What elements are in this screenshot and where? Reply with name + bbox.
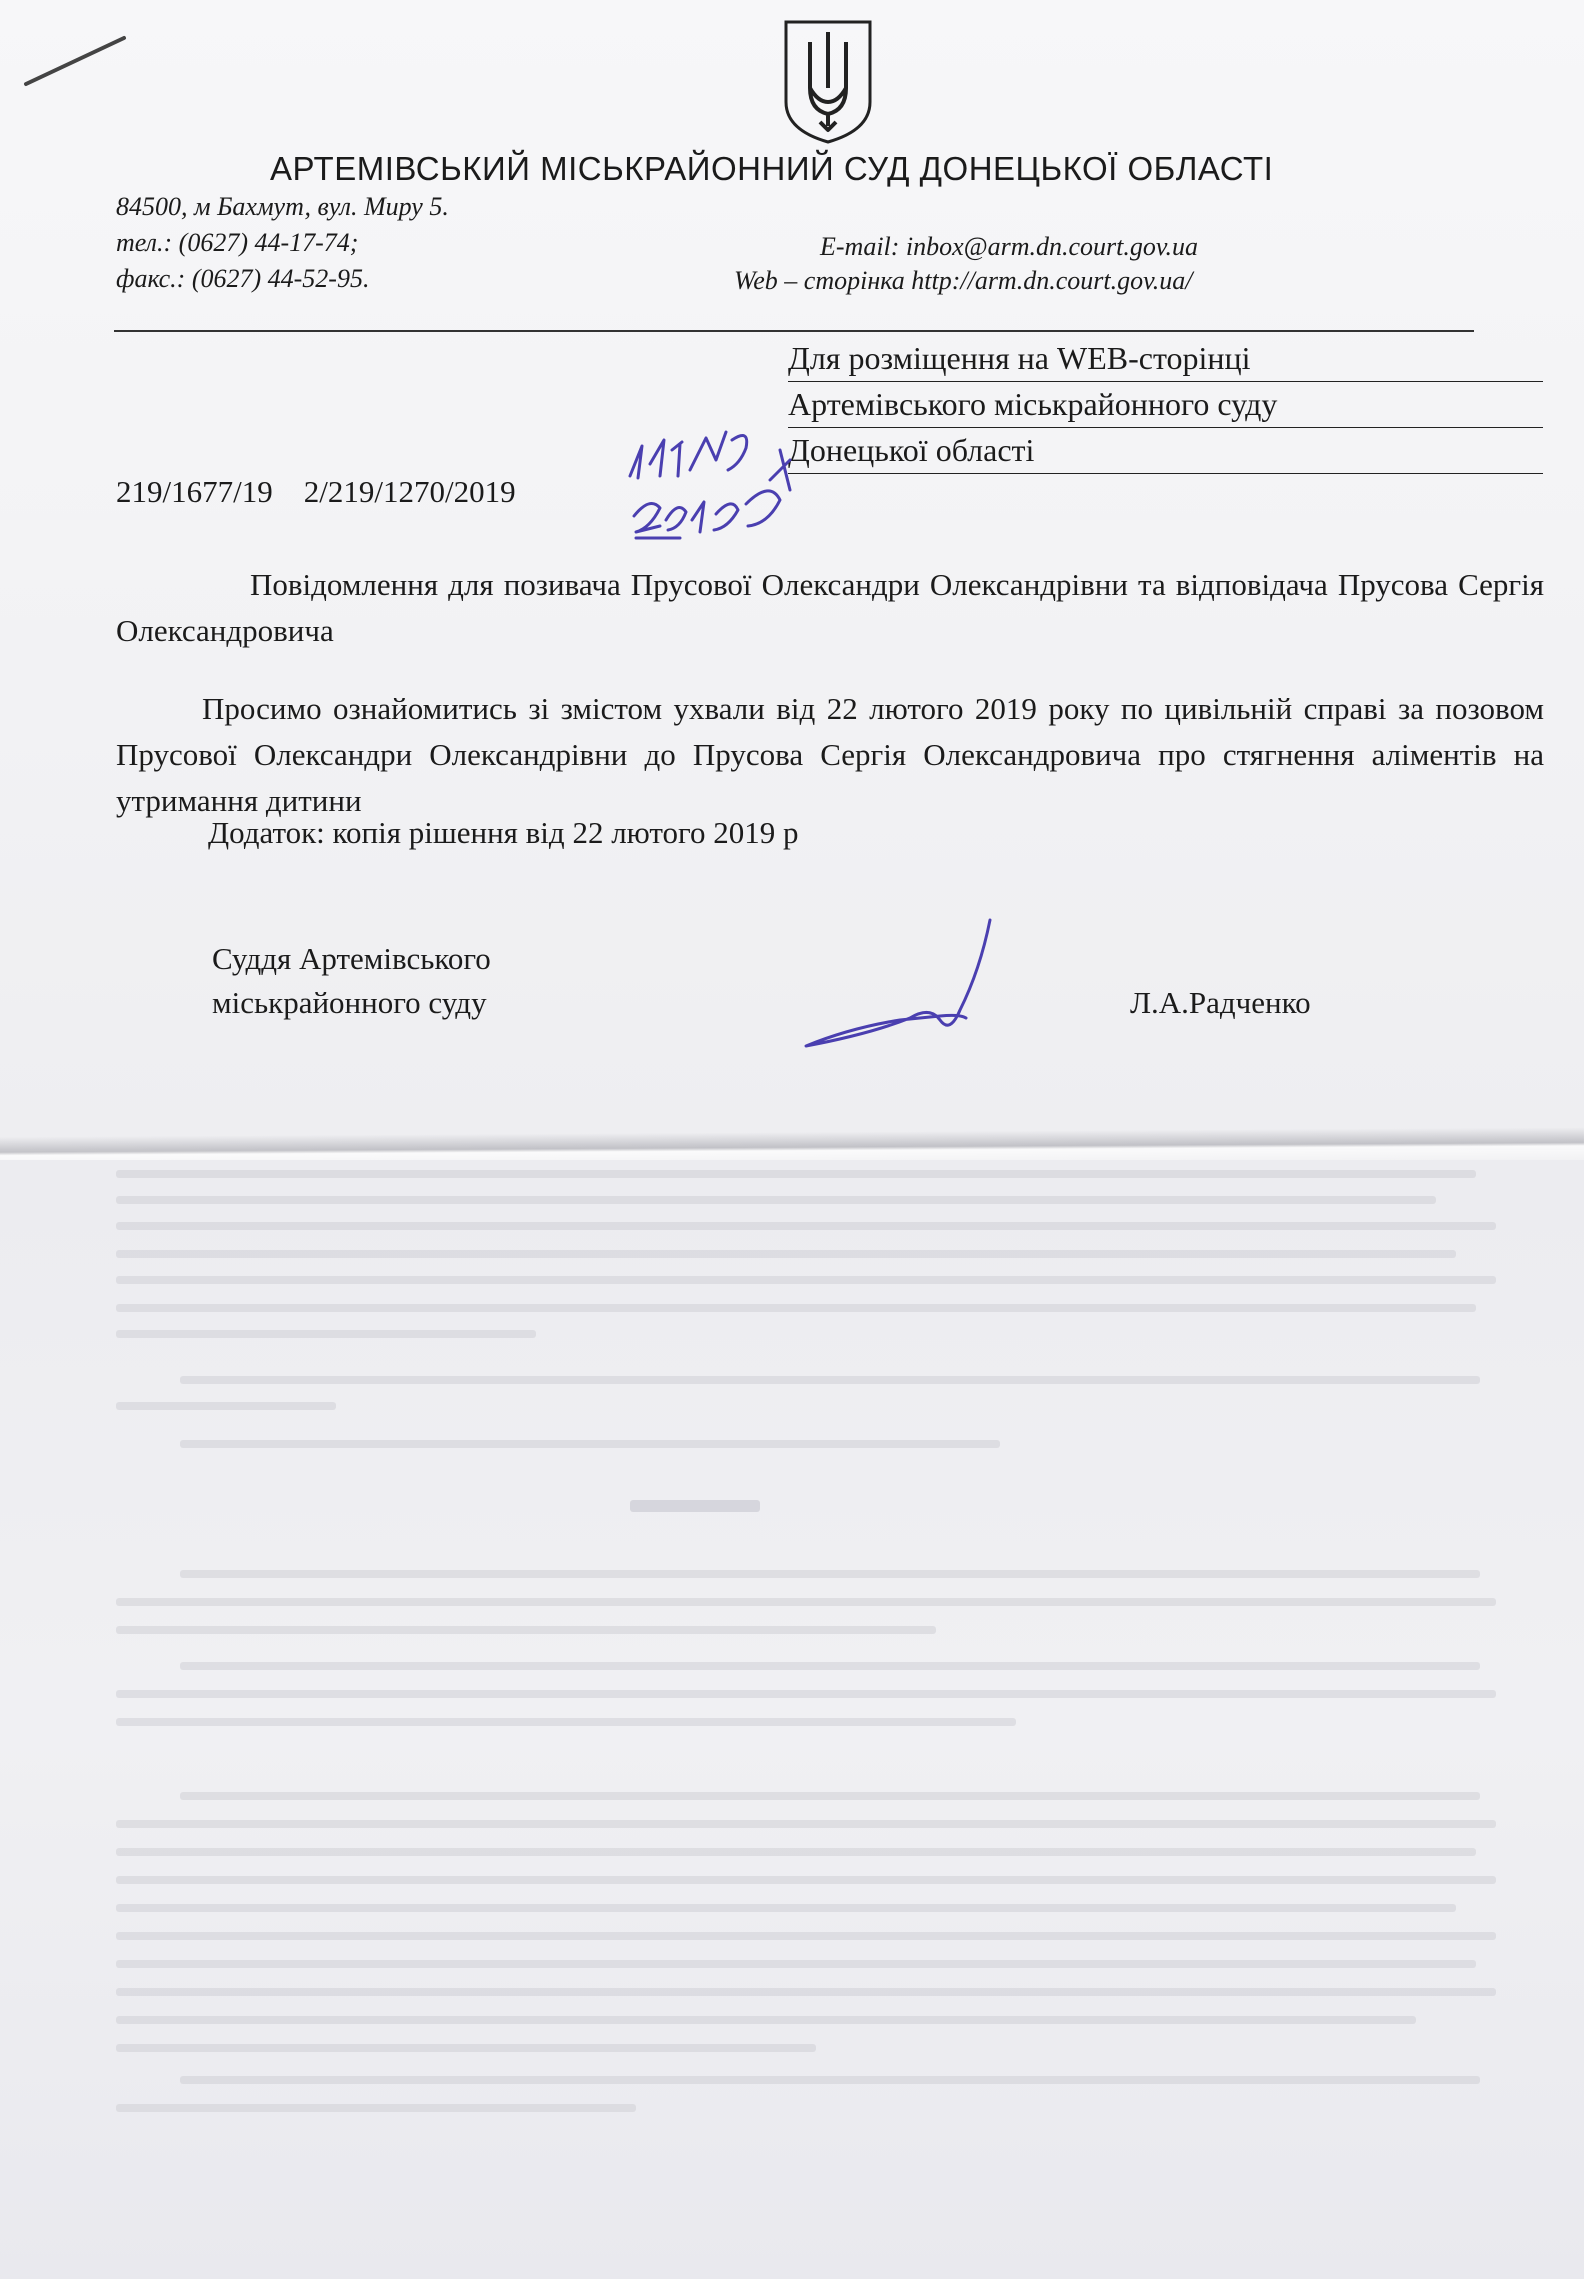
faded-text-line bbox=[116, 1276, 1496, 1284]
notice-paragraph: Просимо ознайомитись зі змістом ухвали від 22 лютого 2019 року по цивільній справі за позовом Прусової Олександри Олександрівни до Прусова Сергія Олександровича про стягнення аліментів на утримання дитини bbox=[116, 691, 1544, 818]
faded-text-line bbox=[116, 1626, 936, 1634]
recipient-line-2: Артемівського міськрайонного суду bbox=[788, 386, 1543, 428]
faded-text-line bbox=[180, 1792, 1480, 1800]
court-fax: факс.: (0627) 44-52-95. bbox=[116, 264, 370, 293]
faded-title bbox=[630, 1500, 760, 1512]
faded-text-line bbox=[180, 2076, 1480, 2084]
judge-name: Л.А.Радченко bbox=[1130, 985, 1311, 1020]
faded-text-line bbox=[116, 2044, 816, 2052]
header-divider bbox=[114, 330, 1474, 332]
notice-heading: Повідомлення для позивача Прусової Олександри Олександрівни та відповідача Прусова Сергія Олександровича bbox=[116, 567, 1544, 648]
judge-title-line-2: міськрайонного суду bbox=[212, 985, 487, 1020]
faded-text-line bbox=[116, 1876, 1496, 1884]
court-address: 84500, м Бахмут, вул. Миру 5. bbox=[116, 192, 449, 221]
faded-text-line bbox=[180, 1662, 1480, 1670]
court-name: АРТЕМІВСЬКИЙ МІСЬКРАЙОННИЙ СУД ДОНЕЦЬКОЇ ОБЛАСТІ bbox=[270, 150, 1274, 187]
faded-text-line bbox=[180, 1440, 1000, 1448]
faded-text-line bbox=[116, 1848, 1476, 1856]
faded-text-line bbox=[116, 1718, 1016, 1726]
faded-text-line bbox=[116, 1196, 1436, 1204]
court-phone: тел.: (0627) 44-17-74; bbox=[116, 228, 359, 257]
faded-text-line bbox=[116, 1904, 1456, 1912]
faded-text-line bbox=[180, 1376, 1480, 1384]
attachment-note: Додаток: копія рішення від 22 лютого 2019 р bbox=[208, 815, 799, 850]
court-website: Web – сторінка http://arm.dn.court.gov.ua/ bbox=[734, 266, 1193, 295]
faded-text-line bbox=[116, 1960, 1476, 1968]
faded-text-line bbox=[116, 2016, 1416, 2024]
faded-text-line bbox=[116, 1598, 1496, 1606]
faded-text-line bbox=[116, 1402, 336, 1410]
faded-text-line bbox=[116, 1170, 1476, 1178]
court-email: E-mail: inbox@arm.dn.court.gov.ua bbox=[820, 232, 1198, 261]
recipient-line-1: Для розміщення на WEB-сторінці bbox=[788, 340, 1543, 382]
faded-text-line bbox=[116, 1222, 1496, 1230]
handwritten-registration-mark bbox=[620, 420, 860, 550]
faded-text-line bbox=[116, 1250, 1456, 1258]
faded-text-line bbox=[116, 1932, 1496, 1940]
case-numbers: 219/1677/19 2/219/1270/2019 bbox=[116, 474, 516, 509]
faded-text-line bbox=[116, 1820, 1496, 1828]
faded-text-line bbox=[180, 1570, 1480, 1578]
coat-of-arms-icon bbox=[780, 18, 876, 146]
pen-mark bbox=[20, 24, 130, 94]
faded-text-line bbox=[116, 1330, 536, 1338]
recipient-line-3: Донецької області bbox=[788, 432, 1543, 474]
faded-text-line bbox=[116, 2104, 636, 2112]
judge-title-line-1: Суддя Артемівського bbox=[212, 941, 491, 976]
faded-text-line bbox=[116, 1690, 1496, 1698]
faded-text-line bbox=[116, 1304, 1476, 1312]
judge-signature bbox=[790, 910, 1010, 1050]
faded-text-line bbox=[116, 1988, 1496, 1996]
